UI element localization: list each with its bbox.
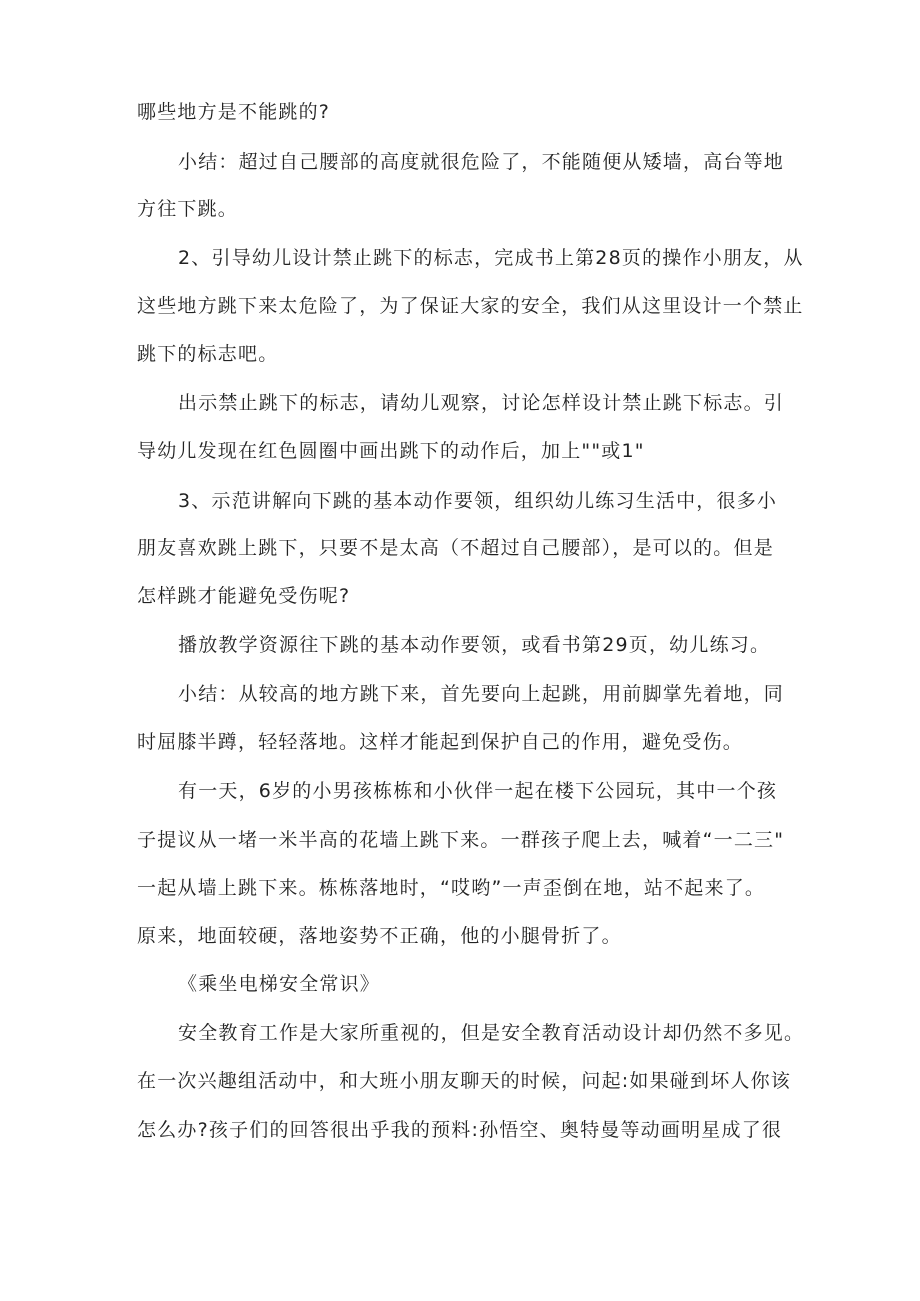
text-line: 朋友喜欢跳上跳下，只要不是太高（不超过自己腰部），是可以的。但是: [137, 537, 774, 559]
text-line: 安全教育工作是大家所重视的，但是安全教育活动设计却仍然不多见。: [178, 1022, 805, 1044]
text-line: 哪些地方是不能跳的?: [137, 101, 331, 123]
text-line: 在一次兴趣组活动中，和大班小朋友聊天的时候，问起:如果碰到坏人你该: [137, 1070, 792, 1092]
text-line: 这些地方跳下来太危险了，为了保证大家的安全，我们从这里设计一个禁止: [137, 295, 804, 317]
section-title: 《乘坐电梯安全常识》: [178, 973, 381, 995]
text-line: 怎么办?孩子们的回答很出乎我的预料:孙悟空、奥特曼等动画明星成了很: [137, 1119, 783, 1141]
text-line: 子提议从一堵一米半高的花墙上跳下来。一群孩子爬上去，喊着“一二三": [137, 829, 785, 851]
text-line: 小结：从较高的地方跳下来，首先要向上起跳，用前脚掌先着地，同: [178, 683, 785, 705]
text-line: 有一天，6岁的小男孩栋栋和小伙伴一起在楼下公园玩，其中一个孩: [178, 780, 778, 802]
text-line: 小结：超过自己腰部的高度就很危险了，不能随便从矮墙，高台等地: [178, 151, 785, 173]
text-line: 跳下的标志吧。: [137, 343, 279, 365]
text-line: 出示禁止跳下的标志，请幼儿观察，讨论怎样设计禁止跳下标志。引: [178, 392, 785, 414]
text-line: 播放教学资源往下跳的基本动作要领，或看书第29页，幼儿练习。: [178, 634, 771, 656]
text-line: 一起从墙上跳下来。栋栋落地时，“哎哟”一声歪倒在地，站不起来了。: [137, 877, 766, 899]
text-line: 方往下跳。: [137, 198, 239, 220]
text-line: 导幼儿发现在红色圆圈中画出跳下的动作后，加上""或1": [137, 440, 645, 462]
text-line: 时屈膝半蹲，轻轻落地。这样才能起到保护自己的作用，避免受伤。: [137, 731, 744, 753]
text-line: 2、引导幼儿设计禁止跳下的标志，完成书上第28页的操作小朋友，从: [178, 247, 804, 269]
text-line: 原来，地面较硬，落地姿势不正确，他的小腿骨折了。: [137, 925, 622, 947]
text-line: 3、示范讲解向下跳的基本动作要领，组织幼儿练习生活中，很多小: [178, 490, 778, 512]
text-line: 怎样跳才能避免受伤呢?: [137, 585, 351, 607]
